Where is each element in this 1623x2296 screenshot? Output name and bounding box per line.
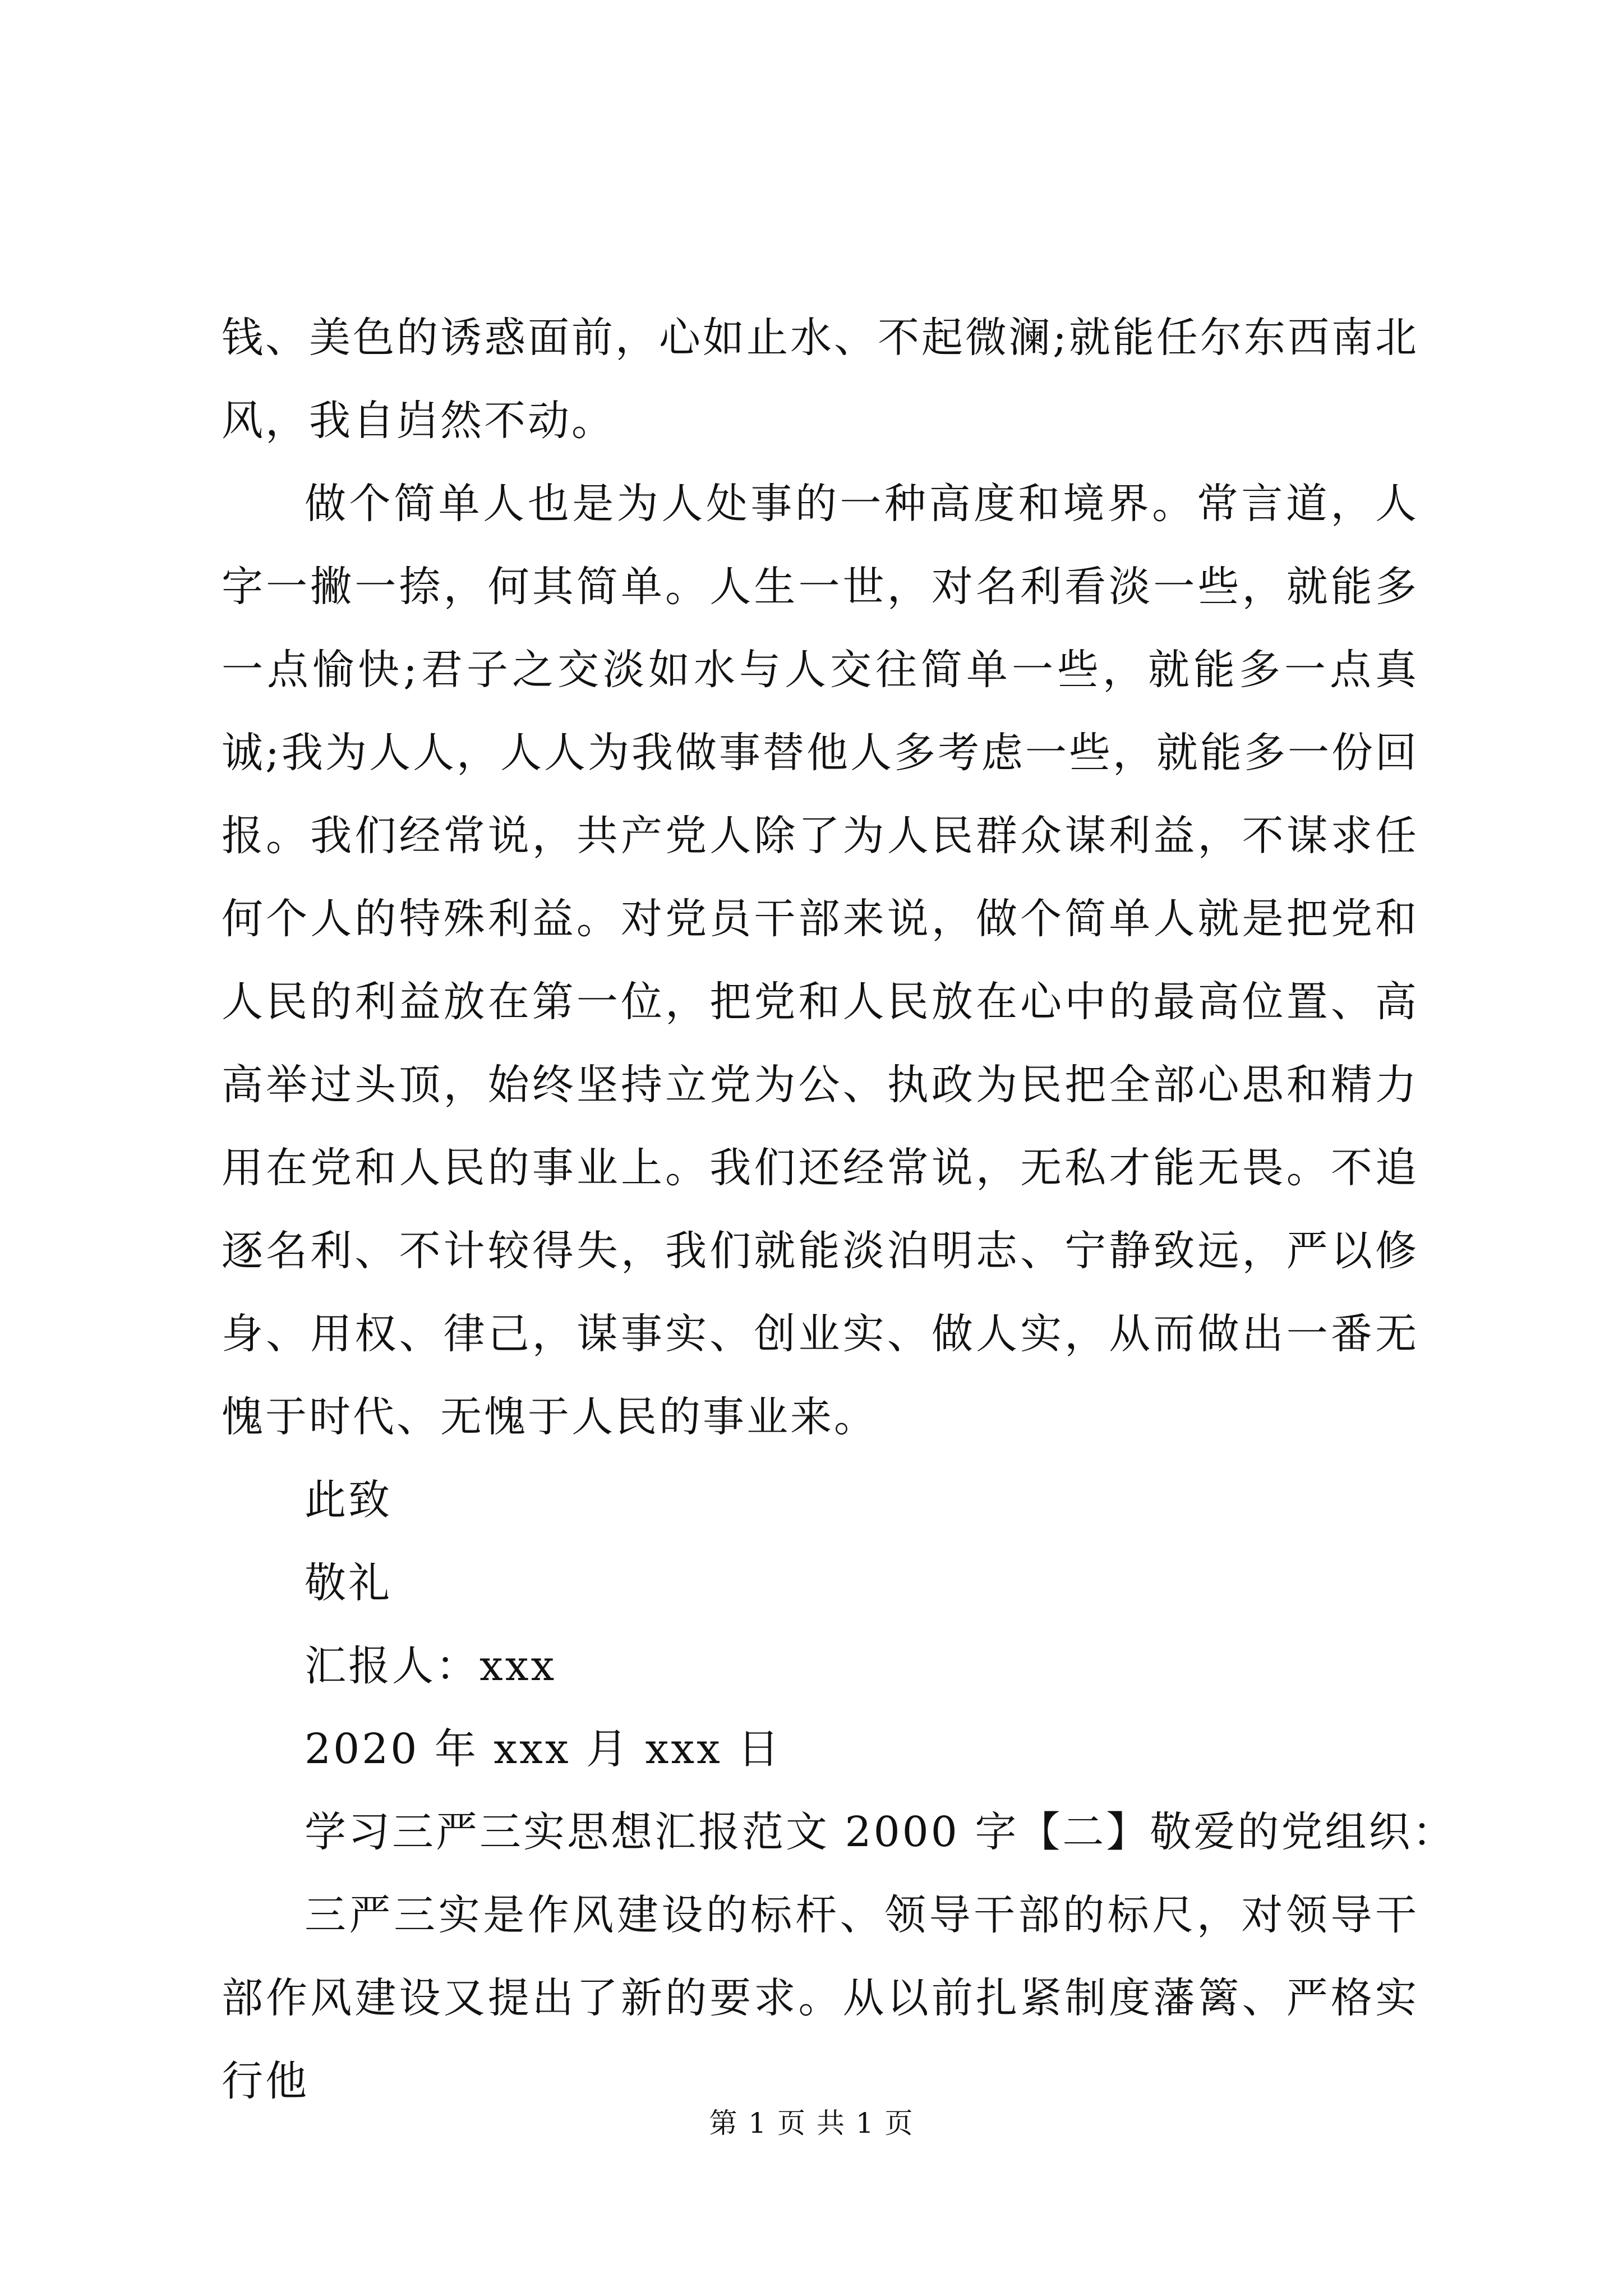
page-footer: 第 1 页 共 1 页 [709, 2107, 914, 2139]
section-heading: 学习三严三实思想汇报范文 2000 字【二】敬爱的党组织： [305, 1808, 1456, 1856]
paragraph-three-stricts: 三严三实是作风建设的标杆、领导干部的标尺，对领导干部作风建设又提出了新的要求。从以前扎紧制度藩篱、严格实行他 [222, 1891, 1419, 2105]
reporter-line: 汇报人：xxx [305, 1642, 557, 1690]
paragraph-continued: 钱、美色的诱惑面前，心如止水、不起微澜;就能任尔东西南北风，我自岿然不动。 [222, 314, 1419, 445]
closing-salutation: 此致 [305, 1476, 392, 1524]
paragraph-simple-person: 做个简单人也是为人处事的一种高度和境界。常言道，人字一撇一捺，何其简单。人生一世，对名利看淡一些，就能多一点愉快;君子之交淡如水与人交往简单一些，就能多一点真诚;我为人人，人人为我做事替他人多考虑一些，就能多一份回报。我们经常说，共产党人除了为人民群众谋利益，不谋求任何个人的特殊利益。对党员干部来说，做个简单人就是把党和人民的利益放在第一位，把党和人民放在心中的最高位置、高高举过头顶，始终坚持立党为公、执政为民把全部心思和精力用在党和人民的事业上。我们还经常说，无私才能无畏。不追逐名利、不计较得失，我们就能淡泊明志、宁静致远，严以修身、用权、律己，谋事实、创业实、做人实，从而做出一番无愧于时代、无愧于人民的事业来。 [222, 480, 1419, 1441]
document-body [222, 296, 1456, 2123]
date-line: 2020 年 xxx 月 xxx 日 [305, 1725, 782, 1773]
closing-regards: 敬礼 [305, 1559, 392, 1607]
